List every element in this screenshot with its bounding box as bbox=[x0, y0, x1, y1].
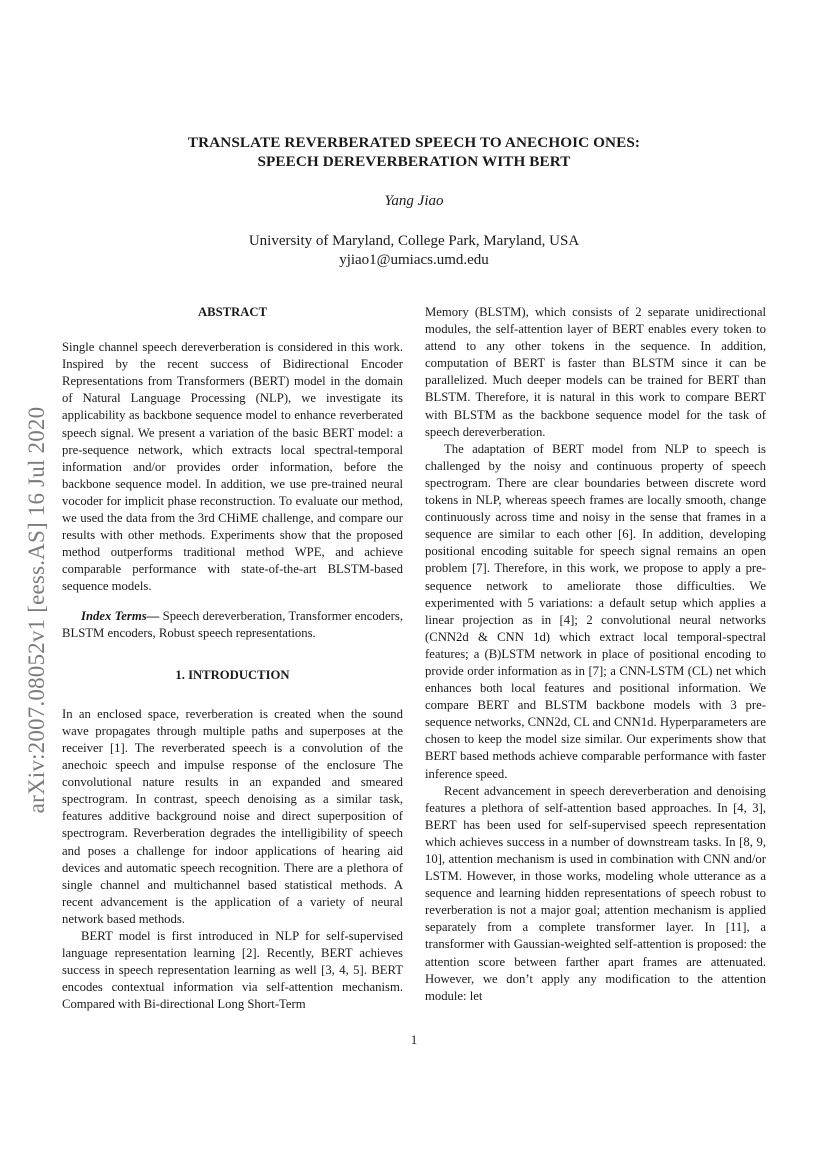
paper-title bbox=[100, 133, 728, 171]
intro-paragraph-5: Recent advancement in speech dereverberation and denoising features a plethora of self-attention based approaches. In [4, 3], BERT has been used for self-supervised speech representation which achieves success in a number of downstream tasks. In [8, 9, 10], attention mechanism is used in combination with CNN and/or LSTM. However, in those works, modeling whole utterance as a sequence and learning hidden representations of speech robust to reverberation is not a major goal; attention mechanism is applied separately from a complete transformer layer. In [11], a transformer with Gaussian-weighted self-attention is proposed: the attention score between farther apart frames are attenuated. However, we don’t apply any modification to the attention module: let bbox=[425, 783, 766, 1003]
author-name: Yang Jiao bbox=[384, 193, 444, 209]
author-email: yjiao1@umiacs.umd.edu bbox=[339, 252, 489, 268]
page-number: 1 bbox=[410, 1033, 418, 1047]
index-terms-label: Index Terms— bbox=[81, 608, 160, 623]
affiliation-block bbox=[100, 232, 728, 270]
arxiv-stamp bbox=[22, 360, 52, 860]
right-column bbox=[425, 304, 766, 1005]
index-terms-text: Speech dereverberation, Transformer encoders, BLSTM encoders, Robust speech representations. bbox=[62, 608, 403, 640]
introduction-heading: 1. INTRODUCTION bbox=[175, 667, 290, 682]
intro-paragraph-2: BERT model is first introduced in NLP for self-supervised language representation learning [2]. Recently, BERT achieves success in speech representation learning as well [3, 4, 5]. BERT encodes contextual information via self-attention mechanism. Compared with Bi-directional Long Short-Term bbox=[62, 929, 403, 1012]
title-line-1: TRANSLATE REVERBERATED SPEECH TO ANECHOIC ONES: bbox=[187, 134, 641, 151]
abstract-heading: ABSTRACT bbox=[197, 305, 268, 319]
arxiv-identifier: arXiv:2007.08052v1 [eess.AS] 16 Jul 2020 bbox=[24, 406, 49, 814]
intro-paragraph-4: The adaptation of BERT model from NLP to speech is challenged by the noisy and continuous property of speech spectrogram. There are clear boundaries between discrete word tokens in NLP, whereas speech frames are locally smooth, change continuously across time and noisy in the sense that frames in a sequence are similar to each other [6]. In addition, developing positional encoding suitable for speech signal remains an open problem [7]. Therefore, in this work, we propose to apply a pre-sequence network to ameliorate those difficulties. We experimented with 5 variations: a default setup which applies a linear projection as in [4]; 2 convolutional neural networks (CNN2d & CNN 1d) which extract local temporal-spectral features; a (B)LSTM network in place of positional encoding to provide order information as in [7]; a CNN-LSTM (CL) net which enhances both local features and positional information. We compare BERT and BLSTM backbone models with 3 pre-sequence networks, CNN2d, CL and CNN1d. Hyperparameters are chosen to keep the model size similar. Our experiments show that BERT based methods achieve comparable performance with faster inference speed. bbox=[425, 441, 766, 781]
index-terms bbox=[62, 608, 403, 642]
left-column bbox=[62, 304, 403, 1013]
intro-paragraph-3: Memory (BLSTM), which consists of 2 separate unidirectional modules, the self-attention layer of BERT enables every token to attend to any other tokens in the sequence. In addition, computation of BERT is faster than BLSTM since it can be parallelized. Much deeper models can be trained for BERT than BLSTM. Therefore, it is natural in this work to compare BERT with BLSTM as the backbone sequence model for the task of speech dereverberation. bbox=[425, 305, 766, 439]
intro-paragraph-1: In an enclosed space, reverberation is created when the sound wave propagates through multiple paths and superposes at the receiver [1]. The reverberated speech is a convolution of the anechoic speech and impulse response of the enclosure The convolutional nature results in an expanded and smeared spectrogram. In contrast, speech denoising as a similar task, features additive background noise and direct superposition of spectrogram. Reverberation degrades the intelligibility of speech and poses a challenge for indoor applications of hearing aid devices and automatic speech recognition. There are a plethora of single channel and multichannel based statistical methods. A recent advancement is the application of a variety of neural network based methods. bbox=[62, 706, 403, 926]
affiliation: University of Maryland, College Park, Maryland, USA bbox=[248, 233, 580, 249]
title-line-2: SPEECH DEREVERBERATION WITH BERT bbox=[257, 153, 571, 170]
abstract-text: Single channel speech dereverberation is considered in this work. Inspired by the recent success of Bidirectional Encoder Representations from Transformers (BERT) model in the domain of Natural Language Processing (NLP), we investigate its applicability as backbone sequence model to enhance reverberated speech signal. We present a variation of the basic BERT model: a pre-sequence network, which extracts local spectral-temporal information and/or provides order information, before the backbone sequence model. In addition, we use pre-trained neural vocoder for implicit phase reconstruction. To evaluate our method, we used the data from the 3rd CHiME challenge, and compare our results with other methods. Experiments show that the proposed method outperforms traditional method WPE, and achieve comparable performance with state-of-the-art BLSTM-based sequence models. bbox=[62, 340, 403, 594]
